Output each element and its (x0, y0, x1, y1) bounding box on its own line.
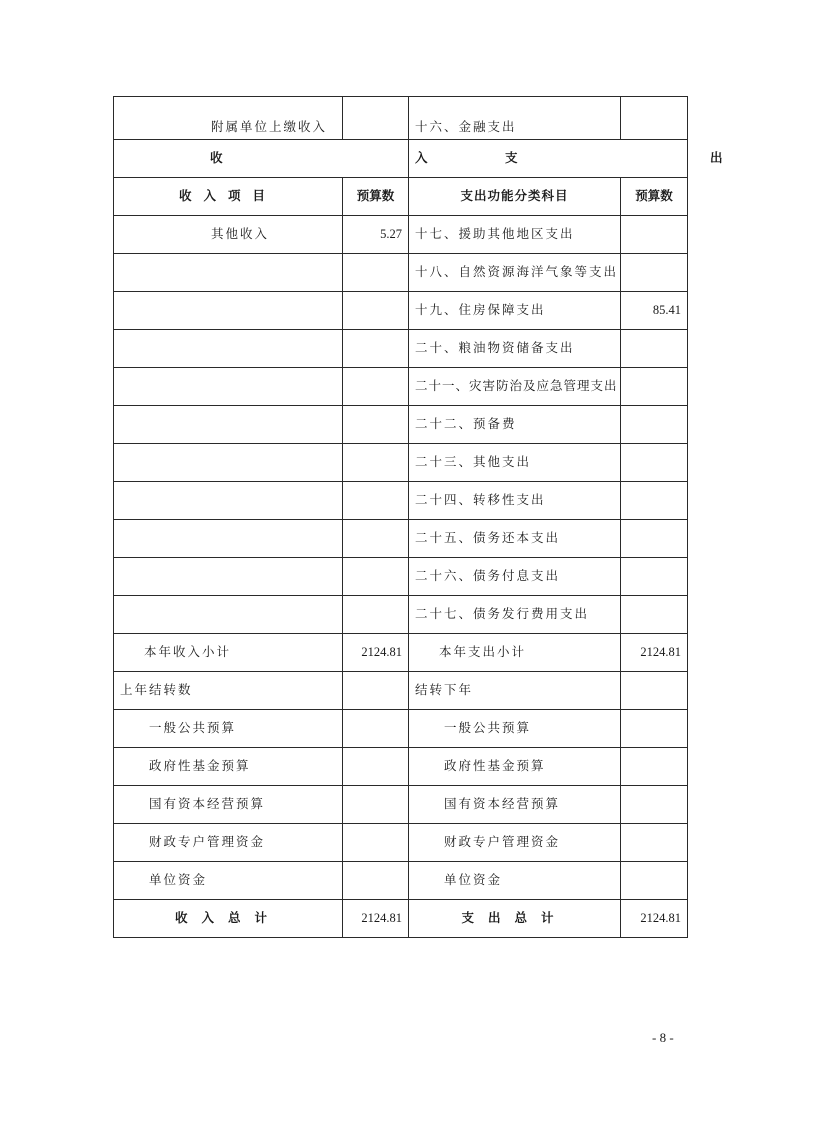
expense-carry-label: 结转下年 (409, 672, 621, 710)
expense-amount (621, 216, 688, 254)
column-header-row (114, 178, 688, 216)
expense-subtotal-label: 本年支出小计 (409, 634, 621, 672)
expense-item-header: 支出功能分类科目 (409, 178, 621, 216)
table-row (114, 824, 688, 862)
table-row (114, 444, 688, 482)
page-number: - 8 - (652, 1030, 674, 1045)
expense-carry-item: 一般公共预算 (409, 710, 621, 748)
table-row (114, 786, 688, 824)
income-carry-item-amount (343, 710, 409, 748)
expense-carry-item-amount (621, 748, 688, 786)
income-section-header: 收 入 (114, 140, 409, 178)
income-total-amount: 2124.81 (343, 900, 409, 938)
income-item (114, 482, 343, 520)
table-row (114, 748, 688, 786)
table-row (114, 520, 688, 558)
table-row (114, 330, 688, 368)
expense-amount (621, 596, 688, 634)
expense-amount (621, 97, 688, 140)
table-row (114, 558, 688, 596)
expense-amount (621, 406, 688, 444)
expense-carry-item: 国有资本经营预算 (409, 786, 621, 824)
table-row (114, 368, 688, 406)
table-row (114, 254, 688, 292)
table-row (114, 216, 688, 254)
expense-carry-item-amount (621, 786, 688, 824)
income-amount: 5.27 (343, 216, 409, 254)
expense-amount (621, 558, 688, 596)
income-amount (343, 406, 409, 444)
income-item (114, 596, 343, 634)
income-carry-item-amount (343, 824, 409, 862)
section-header-row (114, 140, 688, 178)
expense-item: 二十五、债务还本支出 (409, 520, 621, 558)
income-item (114, 292, 343, 330)
income-amount (343, 520, 409, 558)
expense-amount (621, 330, 688, 368)
total-row (114, 900, 688, 938)
expense-total-label: 支出总计 (409, 900, 621, 938)
income-carry-item: 政府性基金预算 (114, 748, 343, 786)
table-row (114, 862, 688, 900)
expense-item: 十七、援助其他地区支出 (409, 216, 621, 254)
income-total-label: 收入总计 (114, 900, 343, 938)
table-row (114, 596, 688, 634)
income-item (114, 444, 343, 482)
expense-carry-item-amount (621, 862, 688, 900)
income-amount (343, 330, 409, 368)
income-item (114, 368, 343, 406)
expense-amount (621, 254, 688, 292)
income-amount (343, 482, 409, 520)
income-carry-label: 上年结转数 (114, 672, 343, 710)
income-carry-item: 财政专户管理资金 (114, 824, 343, 862)
income-amount (343, 558, 409, 596)
income-amount (343, 97, 409, 140)
expense-amount (621, 520, 688, 558)
income-item: 其他收入 (114, 216, 343, 254)
income-carry-item: 单位资金 (114, 862, 343, 900)
expense-carry-item: 政府性基金预算 (409, 748, 621, 786)
income-carry-item-amount (343, 748, 409, 786)
expense-carry-item: 财政专户管理资金 (409, 824, 621, 862)
expense-item: 二十四、转移性支出 (409, 482, 621, 520)
income-carry-item: 国有资本经营预算 (114, 786, 343, 824)
income-item (114, 558, 343, 596)
income-item: 附属单位上缴收入 (114, 97, 343, 140)
expense-item: 二十一、灾害防治及应急管理支出 (409, 368, 621, 406)
income-item (114, 520, 343, 558)
income-subtotal-label: 本年收入小计 (114, 634, 343, 672)
expense-item: 二十六、债务付息支出 (409, 558, 621, 596)
income-item (114, 254, 343, 292)
income-amount (343, 444, 409, 482)
income-item-header: 收入项目 (114, 178, 343, 216)
expense-carry-amount (621, 672, 688, 710)
table-row (114, 292, 688, 330)
table-row (114, 710, 688, 748)
income-item (114, 330, 343, 368)
table-row (114, 482, 688, 520)
expense-total-amount: 2124.81 (621, 900, 688, 938)
income-carry-item-amount (343, 786, 409, 824)
expense-carry-item-amount (621, 710, 688, 748)
expense-item: 十九、住房保障支出 (409, 292, 621, 330)
income-item (114, 406, 343, 444)
expense-item: 二十三、其他支出 (409, 444, 621, 482)
expense-item: 二十、粮油物资储备支出 (409, 330, 621, 368)
income-amount-header: 预算数 (343, 178, 409, 216)
expense-item: 二十七、债务发行费用支出 (409, 596, 621, 634)
expense-item: 十六、金融支出 (409, 97, 621, 140)
carry-row (114, 672, 688, 710)
income-carry-item-amount (343, 862, 409, 900)
expense-carry-item: 单位资金 (409, 862, 621, 900)
expense-item: 十八、自然资源海洋气象等支出 (409, 254, 621, 292)
income-amount (343, 596, 409, 634)
subtotal-row (114, 634, 688, 672)
income-carry-item: 一般公共预算 (114, 710, 343, 748)
expense-amount (621, 482, 688, 520)
expense-amount (621, 444, 688, 482)
budget-table (113, 96, 813, 938)
income-subtotal-amount: 2124.81 (343, 634, 409, 672)
expense-amount (621, 368, 688, 406)
income-amount (343, 254, 409, 292)
table-row (114, 97, 688, 140)
expense-subtotal-amount: 2124.81 (621, 634, 688, 672)
income-amount (343, 292, 409, 330)
expense-section-header: 支 出 (409, 140, 688, 178)
expense-item: 二十二、预备费 (409, 406, 621, 444)
expense-carry-item-amount (621, 824, 688, 862)
expense-amount-header: 预算数 (621, 178, 688, 216)
income-carry-amount (343, 672, 409, 710)
expense-amount: 85.41 (621, 292, 688, 330)
table-row (114, 406, 688, 444)
income-amount (343, 368, 409, 406)
